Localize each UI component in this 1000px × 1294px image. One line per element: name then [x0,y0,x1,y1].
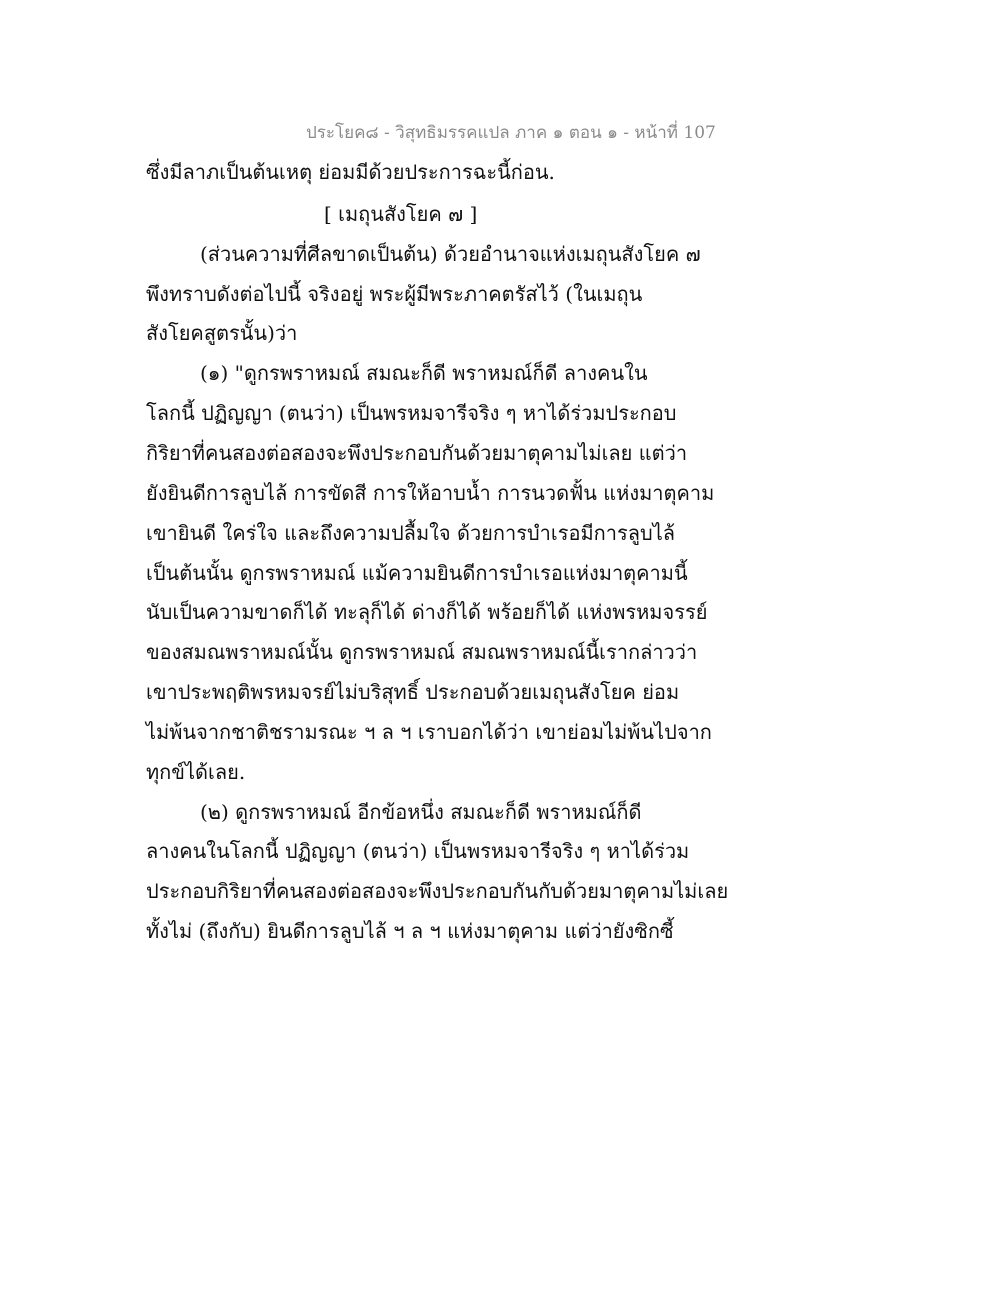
text-line: โลกนี้ ปฏิญญา (ตนว่า) เป็นพรหมจารีจริง ๆ หาได้ร่วมประกอบ [146,401,677,425]
text-line: ไม่พ้นจากชาติชรามรณะ ฯ ล ฯ เราบอกได้ว่า เขาย่อมไม่พ้นไปจาก [146,720,712,744]
text-line: เขายินดี ใคร่ใจ และถึงความปลื้มใจ ด้วยการบำเรอมีการลูบไล้ [146,521,676,545]
text-line: (ส่วนความที่ศีลขาดเป็นต้น) ด้วยอำนาจแห่งเมถุนสังโยค ๗ [200,242,701,266]
text-line: ซึ่งมีลาภเป็นต้นเหตุ ย่อมมีด้วยประการฉะนี้ก่อน. [146,160,555,184]
text-line: (๒) ดูกรพราหมณ์ อีกข้อหนึ่ง สมณะก็ดี พราหมณ์ก็ดี [200,800,642,824]
text-line: กิริยาที่คนสองต่อสองจะพึงประกอบกันด้วยมาตุคามไม่เลย แต่ว่า [146,441,688,465]
text-line: พึงทราบดังต่อไปนี้ จริงอยู่ พระผู้มีพระภาคตรัสไว้ (ในเมถุน [146,282,643,306]
text-line: (๑) "ดูกรพราหมณ์ สมณะก็ดี พราหมณ์ก็ดี ลางคนใน [200,361,648,385]
text-line: ของสมณพราหมณ์นั้น ดูกรพราหมณ์ สมณพราหมณ์นี้เรากล่าวว่า [146,640,698,664]
running-header: ประโยค๘ - วิสุทธิมรรคแปล ภาค ๑ ตอน ๑ - หน้าที่ 107 [306,123,716,143]
text-line: ทุกข์ได้เลย. [146,760,246,784]
section-heading: [ เมถุนสังโยค ๗ ] [324,202,478,226]
text-line: ยังยินดีการลูบไล้ การขัดสี การให้อาบน้ำ การนวดฟั้น แห่งมาตุคาม [146,481,715,505]
text-line: ทั้งไม่ (ถึงกับ) ยินดีการลูบไล้ ฯ ล ฯ แห่งมาตุคาม แต่ว่ายังซิกซี้ [146,919,674,943]
text-line: เขาประพฤติพรหมจรย์ไม่บริสุทธิ์ ประกอบด้วยเมถุนสังโยค ย่อม [146,680,680,704]
text-line: ประกอบกิริยาที่คนสองต่อสองจะพึงประกอบกันกับด้วยมาตุคามไม่เลย [146,879,729,903]
text-line: ลางคนในโลกนี้ ปฏิญญา (ตนว่า) เป็นพรหมจารีจริง ๆ หาได้ร่วม [146,839,690,863]
text-line: นับเป็นความขาดก็ได้ ทะลุก็ได้ ด่างก็ได้ พร้อยก็ได้ แห่งพรหมจรรย์ [146,600,708,624]
text-line: สังโยคสูตรนั้น)ว่า [146,321,298,345]
text-line: เป็นต้นนั้น ดูกรพราหมณ์ แม้ความยินดีการบำเรอแห่งมาตุคามนี้ [146,561,688,585]
